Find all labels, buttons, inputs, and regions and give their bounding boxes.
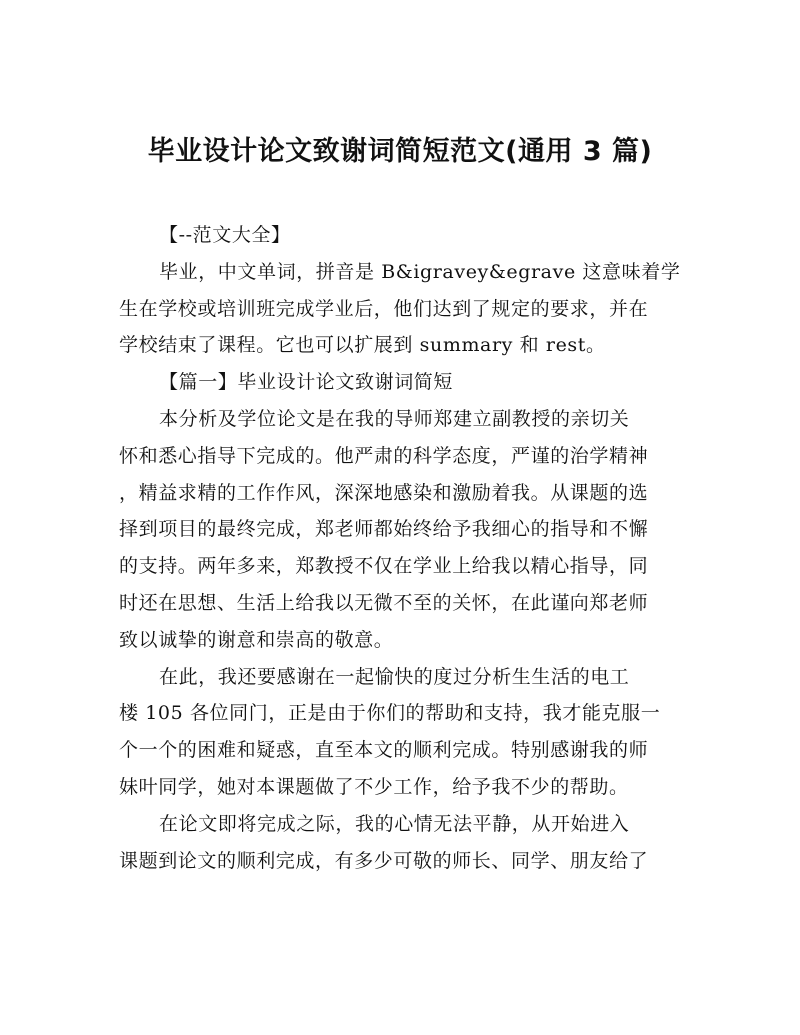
- text-line: 学校结束了课程。它也可以扩展到 summary 和 rest。: [119, 334, 606, 357]
- text-line: 生在学校或培训班完成学业后，他们达到了规定的要求，并在: [119, 297, 649, 320]
- text-line: 怀和悉心指导下完成的。他严肃的科学态度，严谨的治学精神: [119, 444, 649, 467]
- text-line: 在论文即将完成之际，我的心情无法平静，从开始进入: [159, 812, 630, 835]
- text-line: 妹叶同学，她对本课题做了不少工作，给予我不少的帮助。: [119, 775, 629, 798]
- text-line: 课题到论文的顺利完成，有多少可敬的师长、同学、朋友给了: [119, 849, 649, 872]
- text-line: 在此，我还要感谢在一起愉快的度过分析生生活的电工: [159, 665, 630, 688]
- text-line: 择到项目的最终完成，郑老师都始终给予我细心的指导和不懈: [119, 518, 649, 541]
- text-line: 毕业，中文单词，拼音是 B&igravey&egrave 这意味着学: [159, 260, 681, 283]
- text-line: 本分析及学位论文是在我的导师郑建立副教授的亲切关: [159, 407, 630, 430]
- text-line: 致以诚挚的谢意和崇高的敬意。: [119, 628, 394, 651]
- text-line: 的支持。两年多来，郑教授不仅在学业上给我以精心指导，同: [119, 555, 649, 578]
- text-line: 个一个的困难和疑惑，直至本文的顺利完成。特别感谢我的师: [119, 739, 649, 762]
- document-title: 毕业设计论文致谢词简短范文(通用 3 篇): [147, 136, 653, 167]
- text-line: 楼 105 各位同门，正是由于你们的帮助和支持，我才能克服一: [119, 702, 661, 725]
- text-line: 【--范文大全】: [159, 224, 291, 246]
- text-line: ，精益求精的工作作风，深深地感染和激励着我。从课题的选: [119, 481, 649, 504]
- section-heading: 【篇一】毕业设计论文致谢词简短: [159, 371, 454, 394]
- document-body: [119, 217, 685, 879]
- text-line: 时还在思想、生活上给我以无微不至的关怀，在此谨向郑老师: [119, 591, 649, 614]
